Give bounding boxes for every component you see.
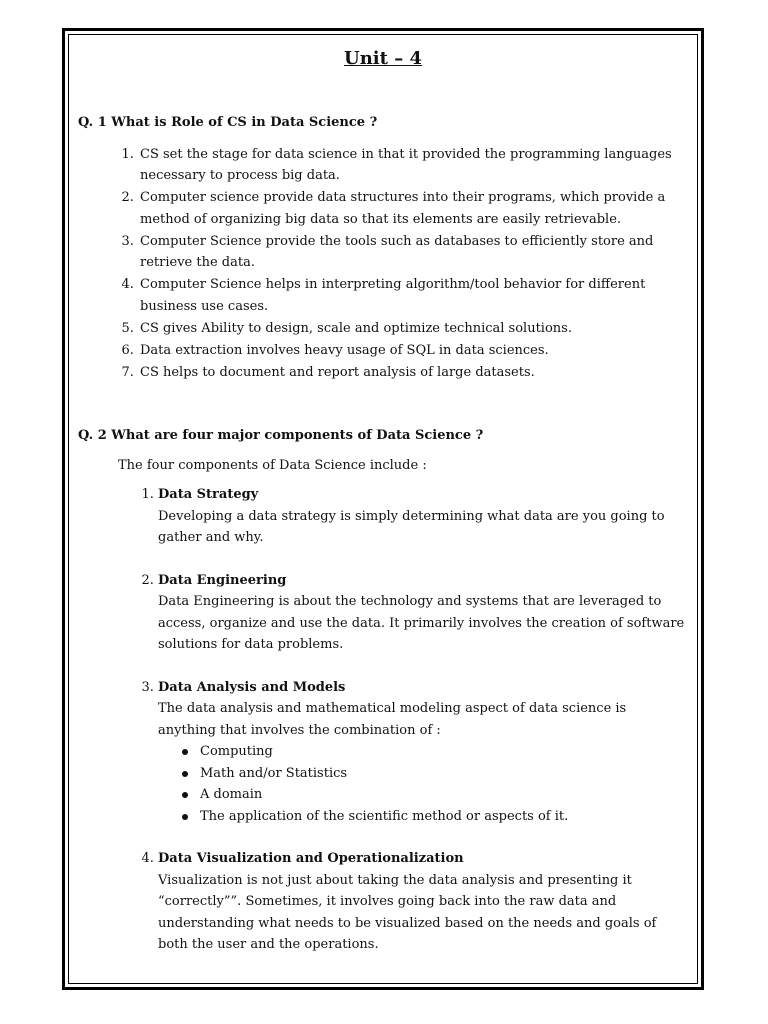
component-title: 2. Data Engineering: [158, 572, 287, 588]
bullet-item: The application of the scientific method or aspects of it.: [200, 806, 688, 828]
component-title: 4. Data Visualization and Operationalization: [158, 851, 464, 866]
list-item: 5. CS gives Ability to design, scale and optimize technical solutions.: [138, 318, 688, 340]
bullet-list: [158, 741, 688, 827]
document-content: [78, 44, 688, 956]
component-title: 1. Data Strategy: [158, 487, 259, 502]
component-description: The data analysis and mathematical modeling aspect of data science is anything that involves the combination of :: [158, 701, 627, 738]
page-title: Unit – 4: [344, 48, 422, 69]
component-title: 3. Data Analysis and Models: [158, 679, 346, 695]
list-item: 2. Computer science provide data structures into their programs, which provide a method of organizing big data so that its elements are easily retrievable.: [138, 187, 688, 230]
component-item: [158, 848, 688, 956]
component-item: [158, 484, 688, 549]
list-item: 7. CS helps to document and report analysis of large datasets.: [138, 362, 688, 384]
component-description: Visualization is not just about taking the data analysis and presenting it “correctly””. Sometimes, it involves going back into the raw data and understanding what needs to be visualized based on the needs and goals of both the user and the operations.: [158, 872, 657, 952]
bullet-item: A domain: [200, 784, 688, 806]
component-item: [158, 677, 688, 828]
q1-answer-list: [78, 144, 688, 384]
components-list: [78, 484, 688, 956]
list-item: 3. Computer Science provide the tools such as databases to efficiently store and retrieve the data.: [138, 231, 688, 274]
component-description: Data Engineering is about the technology and systems that are leveraged to access, organize and use the data. It primarily involves the creation of software solutions for data problems.: [158, 594, 685, 652]
list-item: 6. Data extraction involves heavy usage of SQL in data sciences.: [138, 340, 688, 362]
bullet-item: Computing: [200, 741, 688, 763]
list-item: 1. CS set the stage for data science in that it provided the programming languages necessary to process big data.: [138, 144, 688, 187]
q2-intro: The four components of Data Science include :: [118, 457, 427, 473]
question-2: Q. 2 What are four major components of Data Science ?: [78, 428, 484, 443]
question-1: Q. 1 What is Role of CS in Data Science ?: [78, 115, 378, 130]
bullet-item: Math and/or Statistics: [200, 763, 688, 785]
list-item: 4. Computer Science helps in interpreting algorithm/tool behavior for different business use cases.: [138, 274, 688, 317]
component-description: Developing a data strategy is simply determining what data are you going to gather and why.: [158, 508, 665, 545]
component-item: [158, 570, 688, 656]
